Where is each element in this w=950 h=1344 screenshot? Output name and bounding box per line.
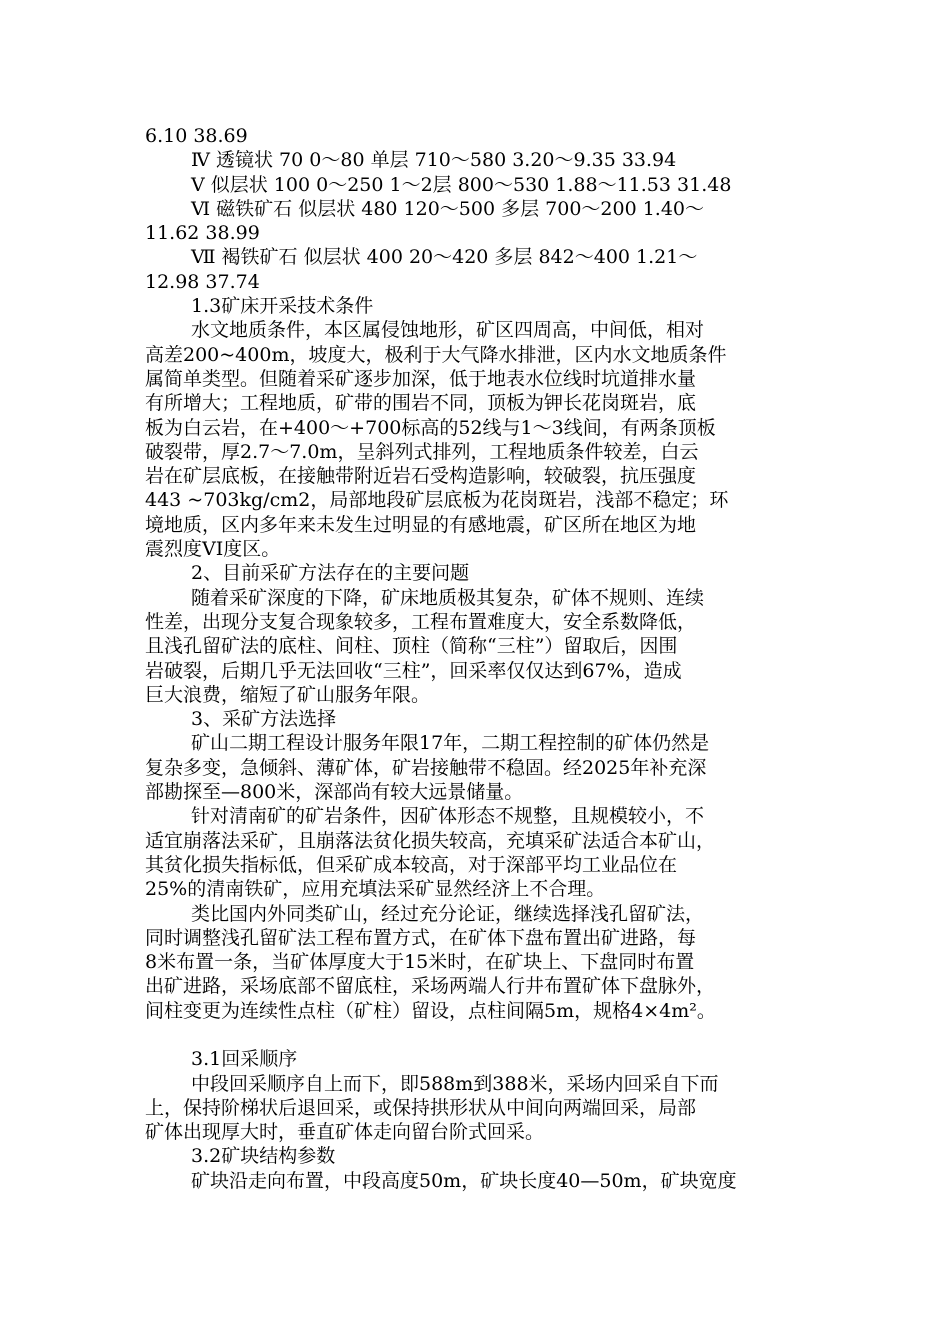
text-line: Ⅳ 透镜状 70 0～80 单层 710～580 3.20～9.35 33.94 xyxy=(191,149,677,172)
section-heading: 3.1回采顺序 xyxy=(191,1048,298,1071)
text-line: 破裂带，厚2.7～7.0m，呈斜列式排列，工程地质条件较差，白云 xyxy=(145,440,699,463)
text-line: 出矿进路，采场底部不留底柱，采场两端人行井布置矿体下盘脉外， xyxy=(145,975,716,998)
text-line: 属简单类型。但随着采矿逐步加深，低于地表水位线时坑道排水量 xyxy=(145,367,697,390)
text-line: 巨大浪费，缩短了矿山服务年限。 xyxy=(145,683,431,706)
text-line: Ⅶ 褐铁矿石 似层状 400 20～420 多层 842～400 1.21～ xyxy=(191,246,698,269)
text-line: 板为白云岩，在+400～+700标高的52线与1～3线间，有两条顶板 xyxy=(145,416,716,439)
section-heading: 3.2矿块结构参数 xyxy=(191,1145,336,1168)
text-line: 复杂多变，急倾斜、薄矿体，矿岩接触带不稳固。经2025年补充深 xyxy=(145,756,707,779)
text-line: 443 ~703kg/cm2，局部地段矿层底板为花岗斑岩，浅部不稳定；环 xyxy=(145,489,729,512)
text-line: 25%的清南铁矿，应用充填法采矿显然经济上不合理。 xyxy=(145,878,606,901)
text-line: 6.10 38.69 xyxy=(145,125,248,147)
blank-line xyxy=(145,1023,805,1047)
text-line: 12.98 37.74 xyxy=(145,270,260,293)
text-line: 矿山二期工程设计服务年限17年，二期工程控制的矿体仍然是 xyxy=(191,732,710,755)
text-line: 间柱变更为连续性点柱（矿柱）留设，点柱间隔5m，规格4×4m²。 xyxy=(145,999,716,1022)
section-heading: 2、目前采矿方法存在的主要问题 xyxy=(191,562,470,585)
text-line: 针对清南矿的矿岩条件，因矿体形态不规整，且规模较小，不 xyxy=(191,805,705,828)
text-line: 同时调整浅孔留矿法工程布置方式，在矿体下盘布置出矿进路，每 xyxy=(145,926,697,949)
text-line: 岩在矿层底板，在接触带附近岩石受构造影响，较破裂，抗压强度 xyxy=(145,465,697,488)
text-line: 有所增大；工程地质，矿带的围岩不同，顶板为钾长花岗斑岩，底 xyxy=(145,392,697,415)
section-heading: 1.3矿床开采技术条件 xyxy=(191,295,374,318)
text-line: 且浅孔留矿法的底柱、间柱、顶柱（简称“三柱”）留取后，因围 xyxy=(145,635,678,658)
text-line: Ⅵ 磁铁矿石 似层状 480 120～500 多层 700～200 1.40～ xyxy=(191,197,705,220)
text-line: 部勘探至—800米，深部尚有较大远景储量。 xyxy=(145,781,524,804)
text-line: 震烈度VI度区。 xyxy=(145,538,281,561)
text-line: 8米布置一条，当矿体厚度大于15米时，在矿块上、下盘同时布置 xyxy=(145,951,695,974)
text-line: Ⅴ 似层状 100 0～250 1～2层 800～530 1.88～11.53 31.48 xyxy=(191,173,732,196)
text-line: 其贫化损失指标低，但采矿成本较高，对于深部平均工业品位在 xyxy=(145,853,678,876)
text-line: 类比国内外同类矿山，经过充分论证，继续选择浅孔留矿法， xyxy=(191,902,705,925)
text-line: 境地质，区内多年来未发生过明显的有感地震，矿区所在地区为地 xyxy=(145,513,697,536)
text-line: 性差，出现分支复合现象较多，工程布置难度大，安全系数降低， xyxy=(145,610,697,633)
text-line: 11.62 38.99 xyxy=(145,222,260,245)
text-line: 矿体出现厚大时，垂直矿体走向留台阶式回采。 xyxy=(145,1121,545,1144)
text-line: 高差200~400m，坡度大，极利于大气降水排泄，区内水文地质条件 xyxy=(145,343,727,366)
text-line: 矿块沿走向布置，中段高度50m，矿块长度40—50m，矿块宽度 xyxy=(191,1169,737,1192)
section-heading: 3、采矿方法选择 xyxy=(191,708,337,731)
text-line: 岩破裂，后期几乎无法回收“三柱”，回采率仅仅达到67%，造成 xyxy=(145,659,682,682)
text-line: 上，保持阶梯状后退回采，或保持拱形状从中间向两端回采，局部 xyxy=(145,1096,697,1119)
text-line: 水文地质条件，本区属侵蚀地形，矿区四周高，中间低，相对 xyxy=(191,319,705,342)
text-line: 适宜崩落法采矿，且崩落法贫化损失较高，充填采矿法适合本矿山， xyxy=(145,829,716,852)
document-page xyxy=(145,124,805,1193)
text-line: 随着采矿深度的下降，矿床地质极其复杂，矿体不规则、连续 xyxy=(191,586,705,609)
text-line: 中段回采顺序自上而下，即588m到388米，采场内回采自下而 xyxy=(191,1072,719,1095)
